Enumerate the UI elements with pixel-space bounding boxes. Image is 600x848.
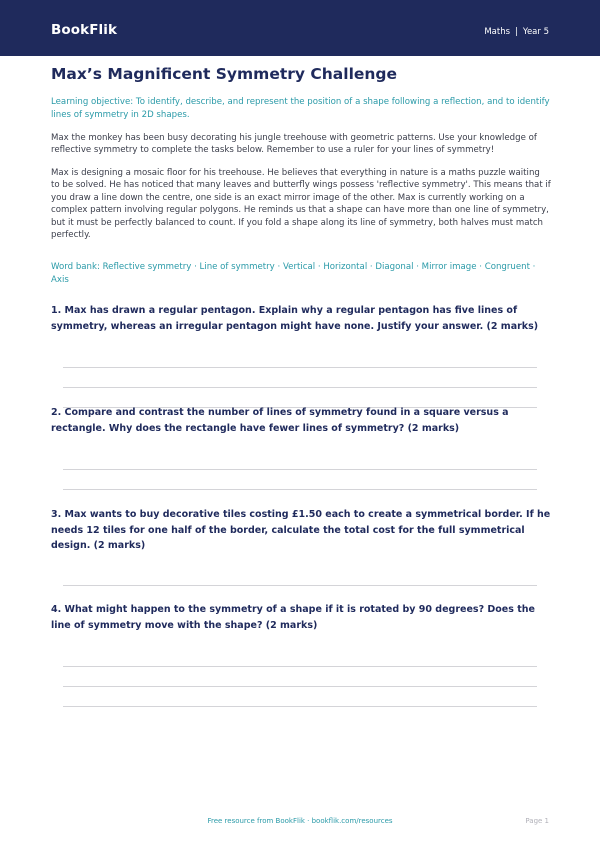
intro-paragraph: Max the monkey has been busy decorating his jungle treehouse with geometric patterns. Use your knowledge of reflective symmetry to complete the tasks below. Remember to use a ruler for your lines of symmetry! [51, 133, 537, 156]
answer-line[interactable] [63, 686, 537, 687]
year-label: Year 5 [522, 27, 549, 37]
question-1: 1. Max has drawn a regular pentagon. Explain why a regular pentagon has five lines of symmetry, whereas an irregular pentagon might have none. Justify your answer. (2 marks) [51, 305, 539, 332]
page-title: Max’s Magnificent Symmetry Challenge [51, 65, 398, 83]
subject-year-label [484, 27, 549, 37]
question-4: 4. What might happen to the symmetry of a shape if it is rotated by 90 degrees? Does the line of symmetry move with the shape? (2 marks) [51, 604, 535, 631]
brand-logo-text[interactable]: BookFlik [51, 22, 118, 38]
learning-objective: Learning objective: To identify, describe, and represent the position of a shape following a reflection, and to identify lines of symmetry in 2D shapes. [51, 97, 550, 120]
header-bar [0, 0, 600, 56]
footer-credit[interactable]: Free resource from BookFlik · bookflik.com/resources [207, 817, 393, 825]
word-bank: Word bank: Reflective symmetry · Line of symmetry · Vertical · Horizontal · Diagonal · Mirror image · Congruent · Axis [51, 262, 536, 285]
answer-line[interactable] [63, 666, 537, 667]
question-3: 3. Max wants to buy decorative tiles costing £1.50 each to create a symmetrical border. If he needs 12 tiles for one half of the border, calculate the total cost for the full symmetrical design. (2 marks) [51, 509, 551, 551]
answer-line[interactable] [63, 489, 537, 490]
answer-line[interactable] [63, 367, 537, 368]
subject-label: Maths [484, 27, 511, 37]
question-2: 2. Compare and contrast the number of lines of symmetry found in a square versus a rectangle. Why does the rectangle have fewer lines of symmetry? (2 marks) [51, 407, 509, 434]
page-number: Page 1 [525, 817, 549, 825]
answer-line[interactable] [63, 706, 537, 707]
meta-separator: | [515, 27, 518, 37]
answer-line[interactable] [63, 469, 537, 470]
answer-line[interactable] [63, 387, 537, 388]
answer-line[interactable] [63, 585, 537, 586]
story-paragraph: Max is designing a mosaic floor for his treehouse. He believes that everything in nature is a maths puzzle waiting to be solved. He has noticed that many leaves and butterfly wings possess 'reflective symmetry'. This means that if you draw a line down the centre, one side is an exact mirror image of the other. Max is currently working on a complex pattern involving regular polygons. He reminds us that a shape can have more than one line of symmetry, but it must be perfectly balanced to count. If you fold a shape along its line of symmetry, both halves must match perfectly. [51, 168, 551, 241]
